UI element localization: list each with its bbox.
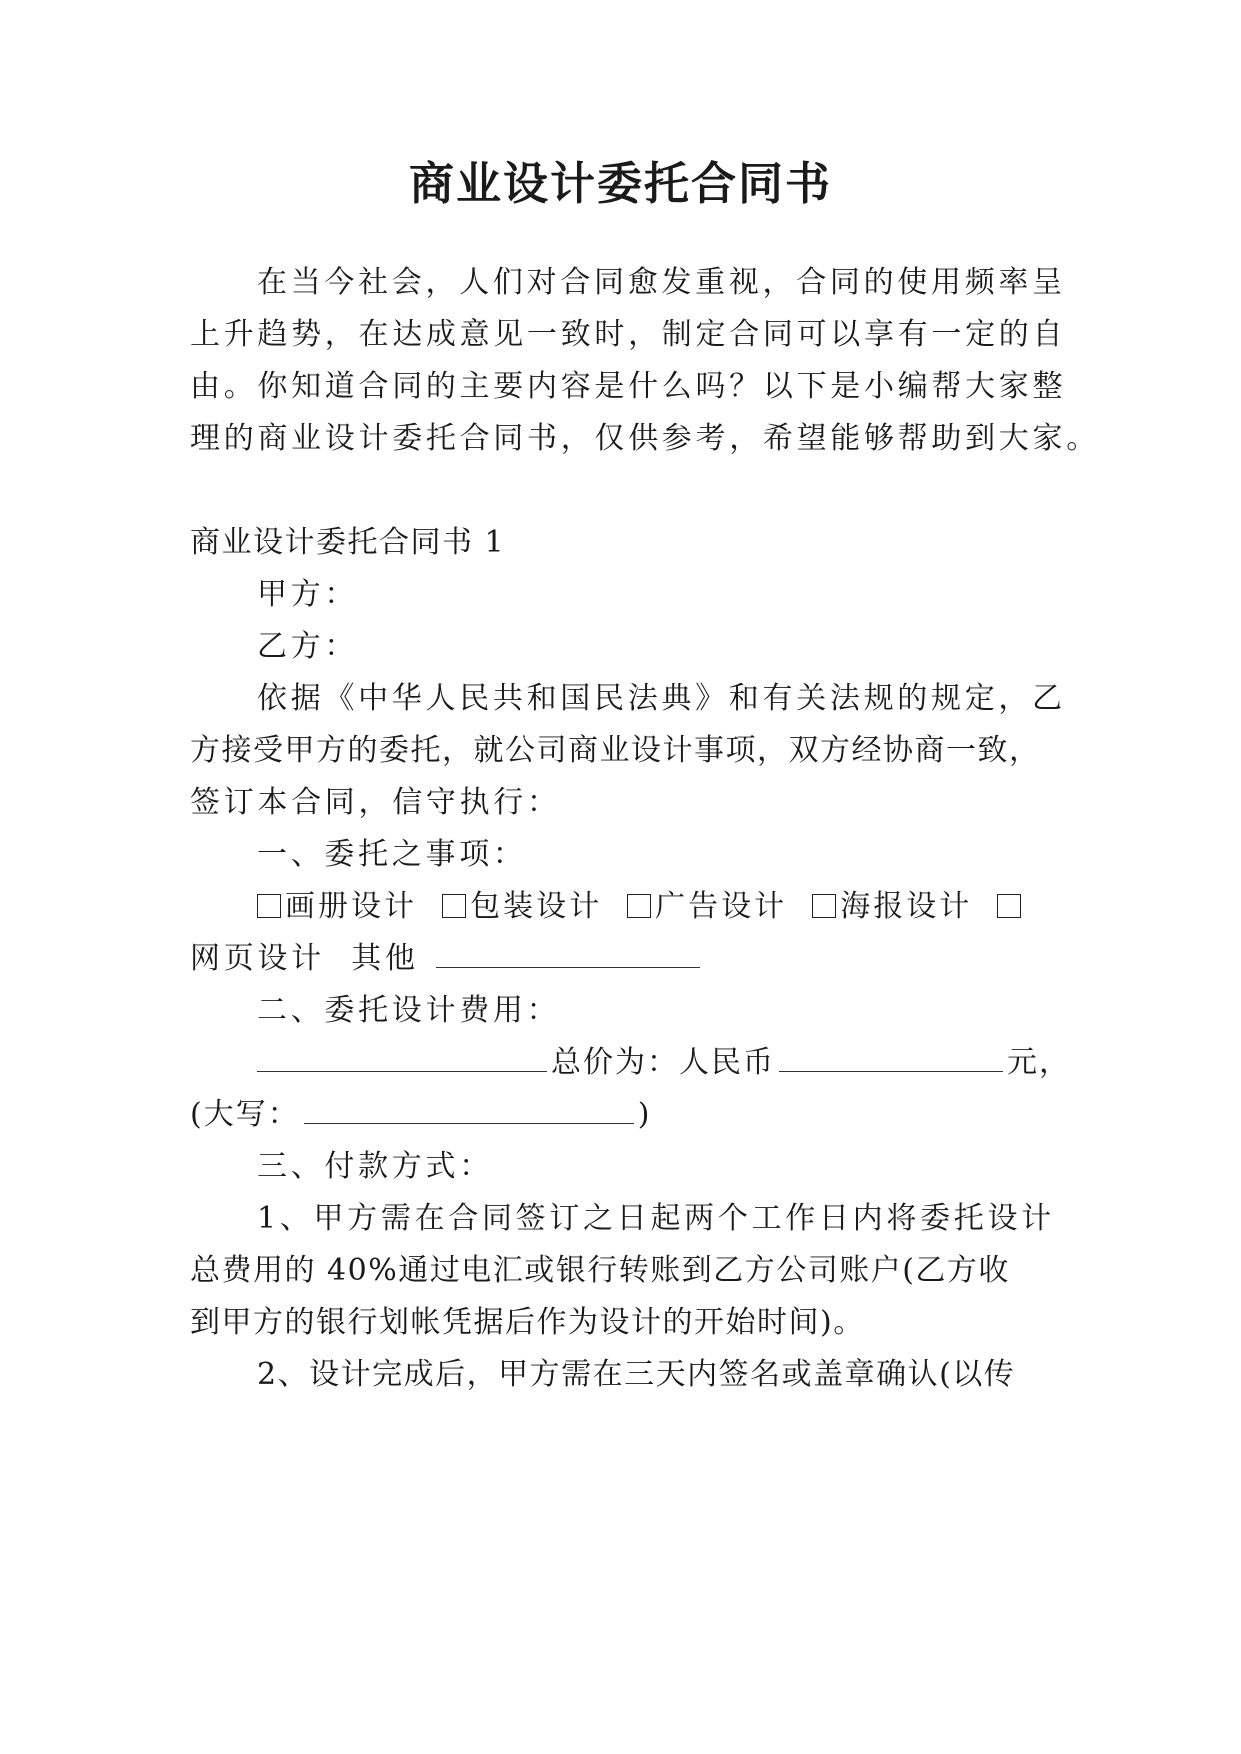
- fee-caps-row: [190, 1095, 1050, 1135]
- basis-line-3: 签订本合同，信守执行：: [190, 785, 561, 820]
- fee-caps-open: (大写：: [190, 1097, 300, 1132]
- fee-amount-blank[interactable]: [779, 1045, 1003, 1072]
- options-row-2: [190, 939, 1050, 979]
- fee-unit: 元，: [1007, 1045, 1071, 1080]
- intro-line-3: 由。你知道合同的主要内容是什么吗？以下是小编帮大家整: [190, 369, 1067, 404]
- option-label: 广告设计: [655, 889, 788, 924]
- basis-line-1: 依据《中华人民共和国民法典》和有关法规的规定，乙: [257, 681, 1066, 716]
- option-label: 网页设计: [190, 941, 325, 976]
- item3-heading: 三、付款方式：: [257, 1149, 493, 1184]
- options-row: [257, 887, 1050, 927]
- pay1-line-1: 1、甲方需在合同签订之日起两个工作日内将委托设计: [257, 1201, 1055, 1236]
- option-label: 包装设计: [470, 889, 603, 924]
- option-checkbox[interactable]: [997, 894, 1021, 918]
- intro-line-1: 在当今社会，人们对合同愈发重视，合同的使用频率呈: [257, 265, 1066, 300]
- item1-heading: 一、委托之事项：: [257, 837, 527, 872]
- option-checkbox[interactable]: [627, 894, 651, 918]
- document-title: 商业设计委托合同书: [408, 157, 832, 210]
- item2-heading: 二、委托设计费用：: [257, 993, 561, 1028]
- other-label: 其他: [351, 941, 419, 976]
- option-checkbox[interactable]: [442, 894, 466, 918]
- basis-line-2: 方接受甲方的委托，就公司商业设计事项，双方经协商一致，: [190, 733, 1041, 768]
- option-label: 海报设计: [840, 889, 973, 924]
- intro-line-2: 上升趋势，在达成意见一致时，制定合同可以享有一定的自: [190, 317, 1067, 352]
- intro-line-4: 理的商业设计委托合同书，仅供参考，希望能够帮助到大家。: [190, 421, 1100, 456]
- other-blank[interactable]: [436, 941, 700, 968]
- section-title: 商业设计委托合同书 1: [190, 525, 506, 560]
- party-a-label: 甲方：: [257, 577, 359, 612]
- fee-caps-blank[interactable]: [304, 1097, 634, 1124]
- pay1-line-2: 总费用的 40%通过电汇或银行转账到乙方公司账户(乙方收: [190, 1253, 1010, 1288]
- option-label: 画册设计: [285, 889, 417, 924]
- pay2-line-1: 2、设计完成后，甲方需在三天内签名或盖章确认(以传: [257, 1357, 1016, 1392]
- fee-total-label: 总价为：人民币: [551, 1045, 775, 1080]
- option-checkbox[interactable]: [812, 894, 836, 918]
- pay1-line-3: 到甲方的银行划帐凭据后作为设计的开始时间)。: [190, 1305, 865, 1340]
- party-b-label: 乙方：: [257, 629, 359, 664]
- option-checkbox[interactable]: [257, 894, 281, 918]
- fee-row: [257, 1043, 1071, 1083]
- fee-prefix-blank[interactable]: [257, 1045, 547, 1072]
- fee-caps-close: ): [637, 1097, 652, 1132]
